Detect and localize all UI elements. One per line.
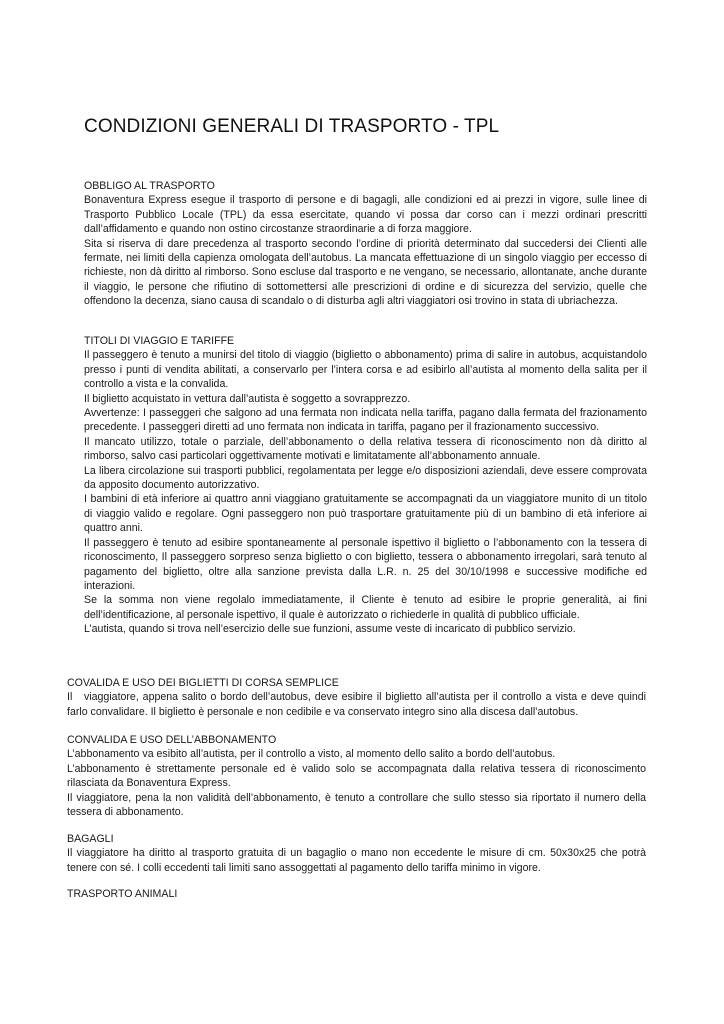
paragraph: L’autista, quando si trova nell’esercizio delle sue funzioni, assume veste di incaricato di pubblico servizio. xyxy=(84,623,576,636)
paragraph: L’abbonamento è strettamente personale ed è valido solo se accompagnata dalla relativa tessera di riconoscimento rilasciata da Bonaventura Express. xyxy=(67,762,646,790)
paragraph: Il mancato utilizzo, totale o parziale, dell’abbonamento o della relativa tessera di riconoscimento non dà diritto al rimborso, salvo casi particolari oggettivamente motivati e limitatamente all’abbonamento annuale. xyxy=(84,435,647,463)
paragraph: Bonaventura Express esegue il trasporto di persone e di bagagli, alle condizioni ed ai prezzi in vigore, sulle linee di Trasporto Pubblico Locale (TPL) da essa esercitate, quando vi possa dar corso can i mezzi ordinari prescritti dall’affidamento e quando non ostino circostanze straordinarie a di forza maggiore. xyxy=(84,194,647,236)
section-heading: TRASPORTO ANIMALI xyxy=(67,888,178,900)
paragraph: Il viaggiatore ha diritto al trasporto gratuita di un bagaglio o mano non eccedente le misure di cm. 50x30x25 che potrà tenere con sé. I colli eccedenti tali limiti sano assoggettati al pagamento dello tariffa minimo in vigore. xyxy=(67,847,646,874)
section-titoli-di-viaggio xyxy=(84,334,647,637)
section-heading: BAGAGLI xyxy=(67,833,114,845)
section-heading: COVALIDA E USO DEI BIGLIETTI DI CORSA SEMPLICE xyxy=(67,677,339,689)
paragraph: Sita si riserva di dare precedenza al trasporto secondo l’ordine di priorità determinato dal succedersi dei Clienti alle fermate, nei limiti della capienza omologata dell’autobus. La mancata effettuazione di un singolo viaggio per eccesso di richieste, non dà diritto al rimborso. Sono escluse dal trasporto e ne vengano, se necessario, allontanate, anche durante il viaggio, le persone che rifiutino di sottomettersi alle prescrizioni di ordine e di sicurezza del servizio, quelle che offendono la decenza, siano causa di scandalo o di disturba agli altri viaggiatori osi trovino in stata di ubriachezza. xyxy=(84,237,647,308)
paragraph: Il viaggiatore, pena la non validità dell’abbonamento, è tenuto a controllare che sullo stesso sia riportato il numero della tessera di abbonamento. xyxy=(67,791,646,819)
paragraph: L’abbonamento va esibito all’autista, per il controllo a visto, al momento dello salito a bordo dell’autobus. xyxy=(67,748,556,761)
paragraph: Se la somma non viene regolalo immediatamente, il Cliente è tenuto ad esibire le proprie generalità, ai fini dell’identificazione, al personale ispettivo, il quale è autorizzato o richiederle in qualità di pubblico ufficiale. xyxy=(84,594,647,621)
paragraph: La libera circolazione sui trasporti pubblici, regolamentata per legge e/o disposizioni aziendali, deve essere comprovata da apposito documento autorizzativo. xyxy=(84,464,647,492)
section-trasporto-animali xyxy=(67,887,646,901)
section-heading: TITOLI DI VIAGGIO E TARIFFE xyxy=(84,335,235,347)
section-heading: OBBLIGO AL TRASPORTO xyxy=(84,180,215,192)
page-title: CONDIZIONI GENERALI DI TRASPORTO - TPL xyxy=(84,116,500,137)
section-obbligo-al-trasporto xyxy=(84,179,647,309)
section-convalida-abbonamento xyxy=(67,733,646,819)
paragraph: Il biglietto acquistato in vettura dall’autista è soggetto a sovrapprezzo. xyxy=(84,392,411,405)
section-bagagli xyxy=(67,832,646,875)
section-heading: CONVALIDA E USO DELL’ABBONAMENTO xyxy=(67,734,277,746)
paragraph: Il passeggero è tenuto ad esibire spontaneamente al personale ispettivo il biglietto o l’abbonamento con la tessera di riconoscimento, Il passeggero sorpreso senza biglietto o con biglietto, tessera o abbonamento irregolari, sarà tenuto al pagamento del biglietto, oltre alla sanzione prevista dalla L.R. n. 25 del 30/10/1998 e successive modifiche ed interazioni. xyxy=(84,536,647,592)
paragraph: Il passeggero è tenuto a munirsi del titolo di viaggio (biglietto o abbonamento) prima di salire in autobus, acquistandolo presso i punti di vendita abilitati, a conservarlo per l’intera corsa e ad esibirlo all’autista al momento della salita per il controllo a vista e la convalida. xyxy=(84,349,647,391)
paragraph: I bambini di età inferiore ai quattro anni viaggiano gratuitamente se accompagnati da un viaggiatore munito di un titolo di viaggio valido e regolare. Ogni passeggero non può trasportare gratuitamente più di un bambino di età inferiore ai quattro anni. xyxy=(84,493,647,535)
paragraph: Il viaggiatore, appena salito o bordo dell’autobus, deve esibire il biglietto all’autista per il controllo a vista e deve quindi farlo convalidare. Il biglietto è personale e non cedibile e va conservato integro sino alla discesa dall’autobus. xyxy=(67,691,649,718)
paragraph: Avvertenze: I passeggeri che salgono ad una fermata non indicata nella tariffa, pagano dalla fermata del frazionamento precedente. I passeggeri diretti ad uno fermata non indicata in tariffa, pagano per il frazionamento successivo. xyxy=(84,407,647,434)
section-convalida-biglietti xyxy=(67,676,649,719)
